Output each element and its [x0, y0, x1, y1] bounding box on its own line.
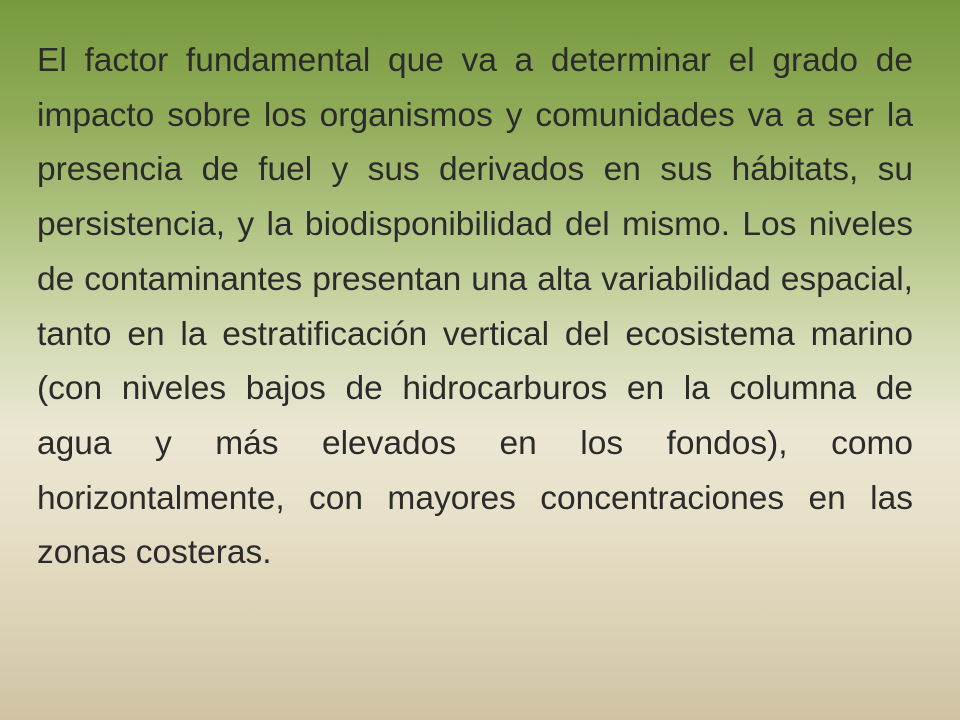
slide-body-text: El factor fundamental que va a determinar el grado de impacto sobre los organismos y comunidades va a ser la presencia de fuel y sus derivados en sus hábitats, su persistencia, y la biodisponibilidad del mismo. Los niveles de contaminantes presentan una alta variabilidad espacial, tanto en la estratificación vertical del ecosistema marino (con niveles bajos de hidrocarburos en la columna de agua y más elevados en los fondos), como horizontalmente, con mayores concentraciones en las zonas costeras. — [37, 42, 913, 572]
